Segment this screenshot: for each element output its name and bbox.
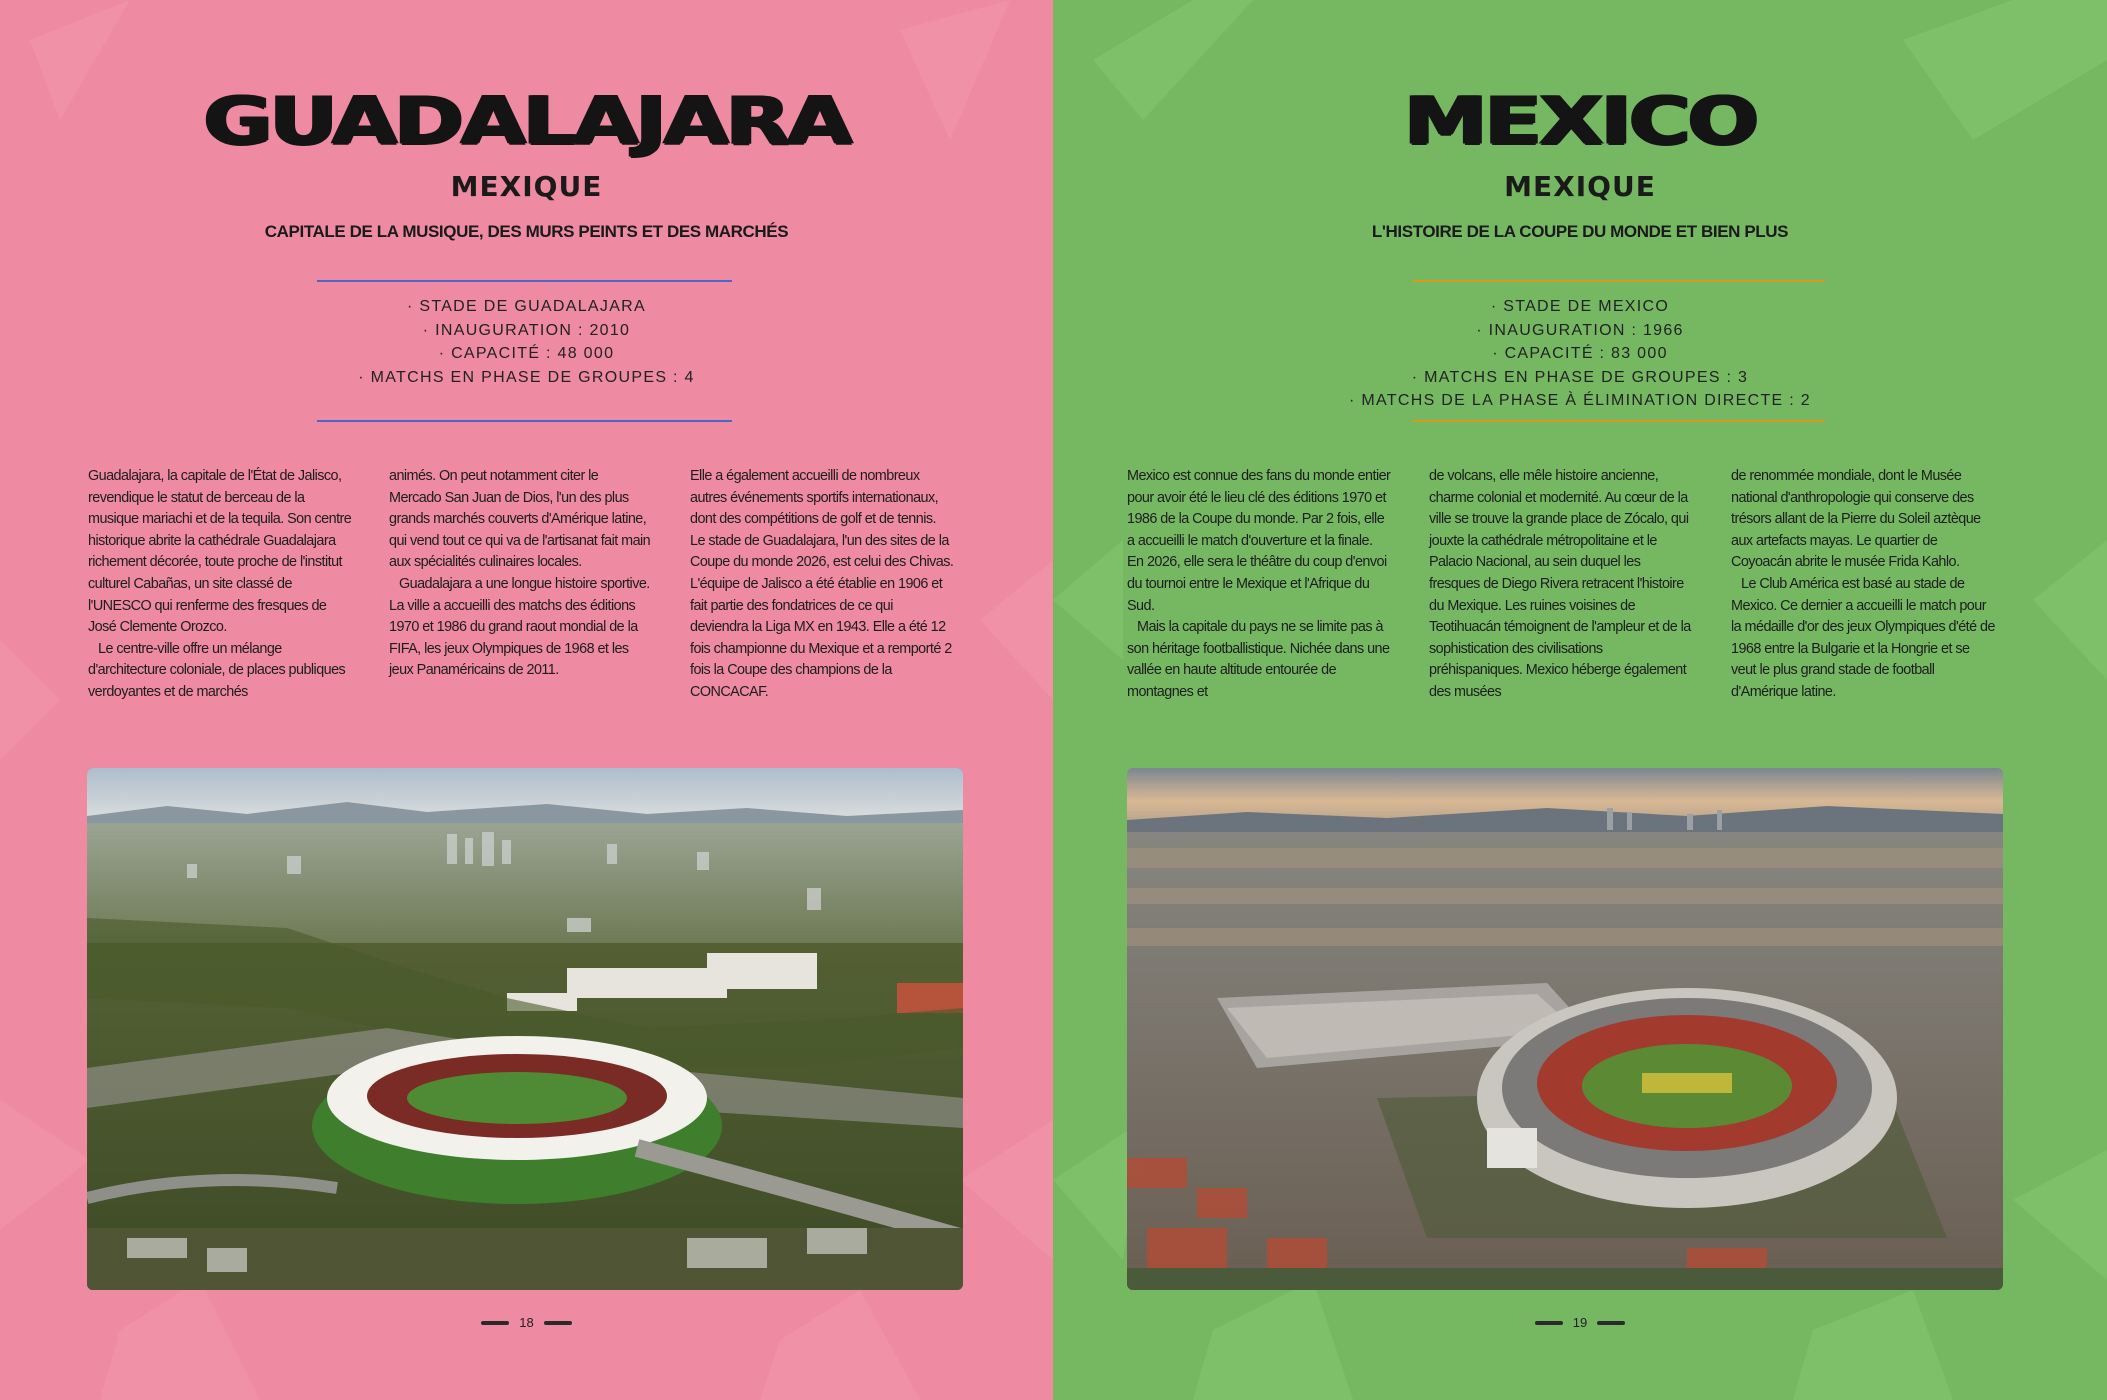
page-folio: [1053, 1315, 2107, 1330]
text-column-2: [389, 466, 653, 704]
stat-line: · INAUGURATION : 2010: [422, 321, 631, 339]
divider-top: [317, 280, 732, 282]
text-column-1: [1127, 466, 1391, 704]
divider-top: [1413, 280, 1825, 282]
paragraph: de volcans, elle mêle histoire ancienne, charme colonial et modernité. Au cœur de la ville se trouve la grande place de Zócalo, qui jouxte la cathédrale métropolitaine et le Palacio Nacional, au sein duquel les fresques de Diego Rivera retracent l'histoire du Mexique. Les ruines voisines de Teotihuacán témoignent de l'ampleur et de la sophistication des civilisations préhispaniques. Mexico héberge également des musées: [1429, 468, 1691, 700]
stadium-aerial-photo: [1127, 768, 2003, 1290]
stadium-aerial-photo: [87, 768, 963, 1290]
stat-line: · INAUGURATION : 1966: [1476, 321, 1684, 339]
stat-line: · MATCHS EN PHASE DE GROUPES : 3: [1411, 368, 1749, 386]
page-mexico: [1053, 0, 2107, 1400]
text-column-1: [88, 466, 352, 704]
paragraph: Mais la capitale du pays ne se limite pas à son héritage footballistique. Nichée dans une vallée en haute altitude entourée de montagnes et: [1127, 619, 1390, 700]
paragraph: Le Club América est basé au stade de Mexico. Ce dernier a accueilli le match pour la médaille d'or des jeux Olympiques d'été de 1968 entre la Bulgarie et la Hongrie et se veut le plus grand stade de football d'Amérique latine.: [1731, 575, 1995, 700]
tagline: CAPITALE DE LA MUSIQUE, DES MURS PEINTS ET DES MARCHÉS: [264, 222, 789, 241]
paragraph: Guadalajara a une longue histoire sportive. La ville a accueilli des matchs des éditions 1970 et 1986 du grand raout mondial de la FIFA, les jeux Olympiques de 1968 et les jeux Panaméricains de 2011.: [389, 575, 650, 679]
paragraph: Guadalajara, la capitale de l'État de Jalisco, revendique le statut de berceau de la musique mariachi et de la tequila. Son centre historique abrite la cathédrale Guadalajara richement décorée, toute proche de l'institut culturel Cabañas, un site classé de l'UNESCO qui renferme des fresques de José Clemente Orozco.: [88, 468, 352, 636]
page-number: 18: [519, 1315, 534, 1330]
stat-line: · MATCHS EN PHASE DE GROUPES : 4: [358, 368, 695, 386]
page-number: 19: [1572, 1315, 1588, 1330]
stadium-stats: [1053, 295, 2107, 413]
stadium-stats: [0, 295, 1053, 389]
city-title: GUADALAJARA: [203, 82, 850, 159]
article-body: [88, 466, 954, 704]
stat-line: · STADE DE GUADALAJARA: [406, 298, 646, 315]
page-folio: [0, 1315, 1053, 1330]
country-label: MEXIQUE: [450, 170, 603, 203]
tagline: L'HISTOIRE DE LA COUPE DU MONDE ET BIEN PLUS: [1371, 222, 1789, 241]
stat-line: · MATCHS DE LA PHASE À ÉLIMINATION DIRECTE : 2: [1349, 392, 1811, 410]
text-column-3: [690, 466, 954, 704]
stat-line: · CAPACITÉ : 83 000: [1492, 345, 1668, 363]
stat-line: · CAPACITÉ : 48 000: [438, 345, 615, 363]
country-label: MEXIQUE: [1504, 170, 1656, 203]
paragraph: animés. On peut notamment citer le Mercado San Juan de Dios, l'un des plus grands marchés couverts d'Amérique latine, qui vend tout ce qui va de l'artisanat fait main aux spécialités culinaires locales.: [389, 468, 651, 571]
stat-line: · STADE DE MEXICO: [1490, 298, 1670, 315]
paragraph: Le centre-ville offre un mélange d'architecture coloniale, de places publiques verdoyantes et de marchés: [88, 640, 346, 700]
city-title: MEXICO: [1403, 82, 1757, 159]
paragraph: Mexico est connue des fans du monde entier pour avoir été le lieu clé des éditions 1970 et 1986 de la Coupe du monde. Par 2 fois, elle a accueilli le match d'ouverture et la finale. En 2026, elle sera le théâtre du coup d'envoi du tournoi entre le Mexique et l'Afrique du Sud.: [1127, 468, 1391, 614]
divider-bottom: [1413, 420, 1825, 422]
article-body: [1127, 466, 1995, 704]
divider-bottom: [317, 420, 732, 422]
paragraph: de renommée mondiale, dont le Musée national d'anthropologie qui conserve des trésors allant de la Pierre du Soleil aztèque aux artefacts mayas. Le quartier de Coyoacán abrite le musée Frida Kahlo.: [1731, 468, 1981, 571]
paragraph: Elle a également accueilli de nombreux autres événements sportifs internationaux, dont des compétitions de golf et de tennis. Le stade de Guadalajara, l'un des sites de la Coupe du monde 2026, est celui des Chivas. L'équipe de Jalisco a été établie en 1906 et fait partie des fondatrices de ce qui deviendra la Liga MX en 1943. Elle a été 12 fois championne du Mexique et a remporté 2 fois la Coupe des champions de la CONCACAF.: [690, 468, 954, 700]
text-column-3: [1731, 466, 1995, 704]
text-column-2: [1429, 466, 1693, 704]
page-guadalajara: [0, 0, 1053, 1400]
